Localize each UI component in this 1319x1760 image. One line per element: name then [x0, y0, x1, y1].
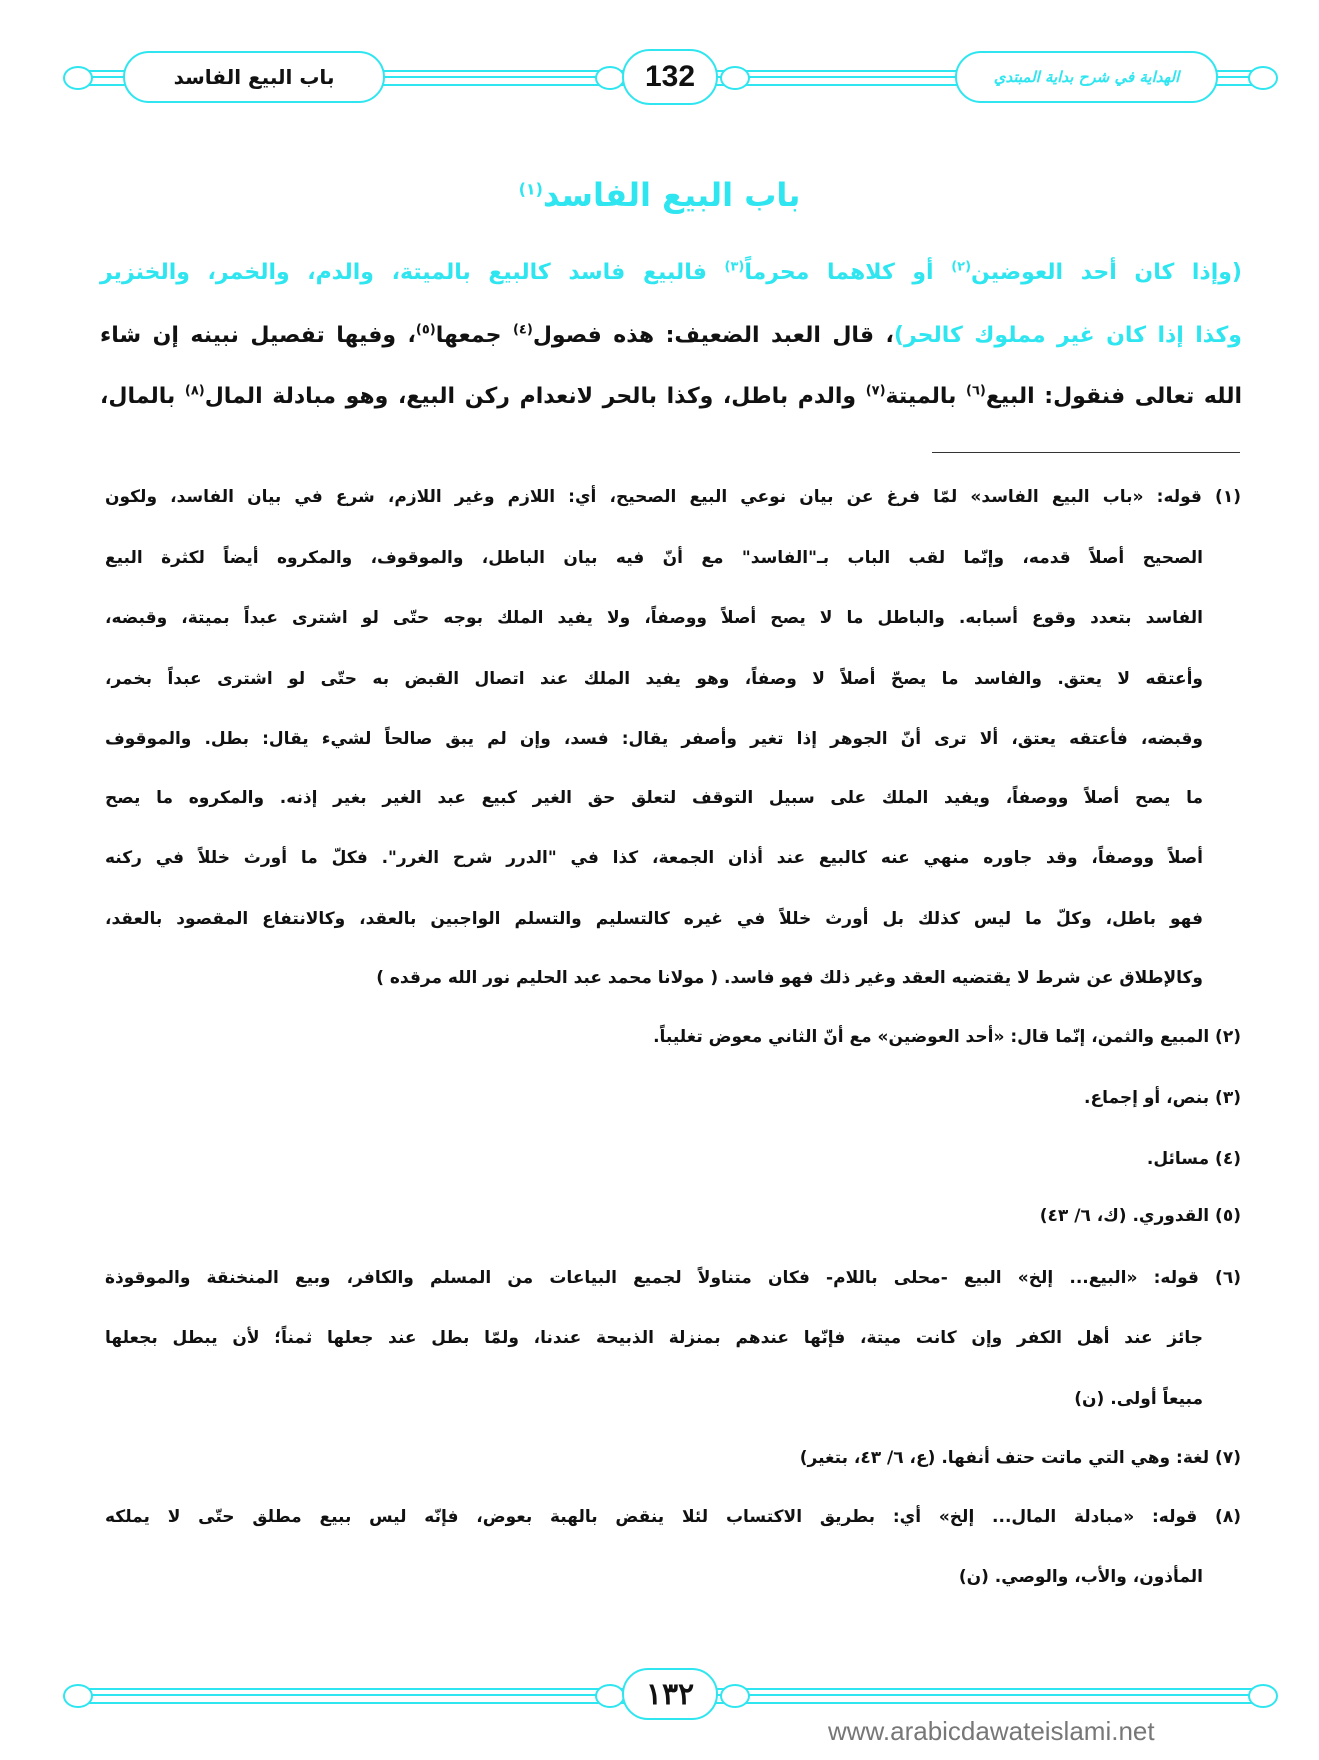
- ornament-knob: [63, 66, 93, 90]
- footnote-ref: (٣): [724, 259, 745, 275]
- main-text-line: [100, 367, 1242, 427]
- footnote-continuation: وقبضه، فأعتقه يعتق، ألا ترى أنّ الجوهر إذا تغير وأصفر يقال: فسد، وإن لم يبق صالحاً لشيء يقال: بطل. والموقوف: [105, 729, 1203, 749]
- footnote-item: (٧) لغة: وهي التي ماتت حتف أنفها. (ع، ٦/ ٤٣، بتغير): [799, 1448, 1241, 1468]
- footnote-ref: (٤): [512, 322, 533, 338]
- text-segment: أو كلاهما محرماً: [744, 260, 952, 285]
- footnote-continuation: أصلاً ووصفاً، وقد جاوره منهي عنه كالبيع عند أذان الجمعة، كذا في "الدرر شرح الغرر". فكلّ ما أورث خللاً في ركنه: [105, 848, 1203, 868]
- book-logo: الهداية في شرح بداية المبتدي: [955, 51, 1218, 103]
- footnote-item: (٣) بنص، أو إجماع.: [1084, 1088, 1241, 1108]
- text-segment: بالميتة: [885, 384, 967, 409]
- chapter-title: [0, 176, 1319, 214]
- ornament-knob: [1248, 66, 1278, 90]
- footnote-ref: (٥): [415, 322, 436, 338]
- footnote-ref: (٦): [966, 383, 986, 399]
- footnote-item: (٨) قوله: «مبادلة المال... إلخ» أي: بطريق الاكتساب لئلا ينقض بالهبة بعوض، فإنّه ليس ببيع مطلق حتّى لا يملكه: [105, 1507, 1241, 1527]
- ornament-knob: [595, 66, 625, 90]
- footnote-ref: (١): [518, 179, 543, 199]
- ornament-knob: [595, 1684, 625, 1708]
- footnote-continuation: ما يصح أصلاً ووصفاً، ويفيد الملك على سبيل التوقف لتعلق حق الغير كبيع عبد الغير بغير إذنه. والمكروه ما يصح: [105, 788, 1203, 808]
- footnote-item: (٥) القدوري. (ك، ٦/ ٤٣): [1039, 1206, 1241, 1226]
- footnote-continuation: وكالإطلاق عن شرط لا يقتضيه العقد وغير ذلك فهو فاسد. ( مولانا محمد عبد الحليم نور الله مرقده ): [376, 968, 1203, 988]
- text-segment: وكذا إذا كان غير مملوك كالحر): [893, 323, 1242, 348]
- footnote-item: (٤) مسائل.: [1146, 1149, 1241, 1169]
- footnote-continuation: وأعتقه لا يعتق. والفاسد ما يصحّ أصلاً لا وصفاً، وهو يفيد الملك عند اتصال القبض به حتّى لو اشترى عبداً بخمر،: [105, 669, 1203, 689]
- footnote-continuation: المأذون، والأب، والوصي. (ن): [958, 1567, 1203, 1587]
- footnote-ref: (٢): [951, 259, 972, 275]
- chapter-title-text: باب البيع الفاسد: [542, 176, 801, 214]
- footnote-continuation: مبيعاً أولى. (ن): [1074, 1389, 1203, 1409]
- text-segment: الله تعالى فنقول: البيع: [985, 384, 1242, 409]
- footnote-item: (٢) المبيع والثمن، إنّما قال: «أحد العوضين» مع أنّ الثاني معوض تغليباً.: [653, 1027, 1241, 1047]
- text-segment: فالبيع فاسد كالبيع بالميتة، والدم، والخمر، والخنزير: [100, 260, 725, 285]
- text-segment: (وإذا كان أحد العوضين: [971, 260, 1242, 285]
- watermark-url: www.arabicdawateislami.net: [828, 1716, 1155, 1746]
- page-number: 132: [622, 49, 718, 105]
- footer-page-number: ١٣٢: [622, 1668, 718, 1720]
- ornament-knob: [720, 1684, 750, 1708]
- footnote-continuation: فهو باطل، وكلّ ما ليس كذلك بل أورث خللاً في غيره كالتسليم والتسلم الواجبين بالعقد، وكالانتفاع المقصود بالعقد،: [105, 909, 1203, 929]
- text-segment: جمعها: [435, 323, 513, 348]
- footnote-continuation: جائز عند أهل الكفر وإن كانت ميتة، فإنّها عندهم بمنزلة الذبيحة عندنا، ولمّا بطل عند جعلها ثمناً؛ لأن يبطل بجعلها: [105, 1328, 1203, 1348]
- ornament-knob: [63, 1684, 93, 1708]
- footnote-ref: (٨): [184, 383, 205, 399]
- text-segment: والدم باطل، وكذا بالحر لانعدام ركن البيع، وهو مبادلة المال: [204, 384, 866, 409]
- footnote-continuation: الصحيح أصلاً قدمه، وإنّما لقب الباب بـ"الفاسد" مع أنّ فيه بيان الباطل، والموقوف، والمكروه أيضاً لكثرة البيع: [105, 548, 1203, 568]
- footnote-ref: (٧): [865, 383, 886, 399]
- footnote-continuation: الفاسد بتعدد وقوع أسبابه. والباطل ما لا يصح أصلاً ووصفاً، ولا يفيد الملك بوجه حتّى لو اشترى عبداً بميتة، وقبضه،: [105, 608, 1203, 628]
- main-text-line: [100, 306, 1242, 366]
- main-text-line: [100, 243, 1242, 303]
- footnote-separator: [932, 452, 1240, 453]
- footnote-item: (٦) قوله: «البيع... إلخ» البيع -محلى باللام- فكان متناولاً لجميع البياعات من المسلم والكافر، وبيع المنخنقة والموقوذة: [105, 1268, 1241, 1288]
- running-chapter-title: باب البيع الفاسد: [123, 51, 385, 103]
- footnote-item: (١) قوله: «باب البيع الفاسد» لمّا فرغ عن بيان نوعي البيع الصحيح، أي: اللازم وغير اللازم، شرع في بيان الفاسد، ولكون: [105, 487, 1241, 507]
- text-segment: ، وفيها تفصيل نبينه إن شاء: [100, 323, 416, 348]
- ornament-knob: [720, 66, 750, 90]
- text-segment: ، قال العبد الضعيف: هذه فصول: [532, 323, 894, 348]
- text-segment: بالمال،: [100, 384, 185, 409]
- ornament-knob: [1248, 1684, 1278, 1708]
